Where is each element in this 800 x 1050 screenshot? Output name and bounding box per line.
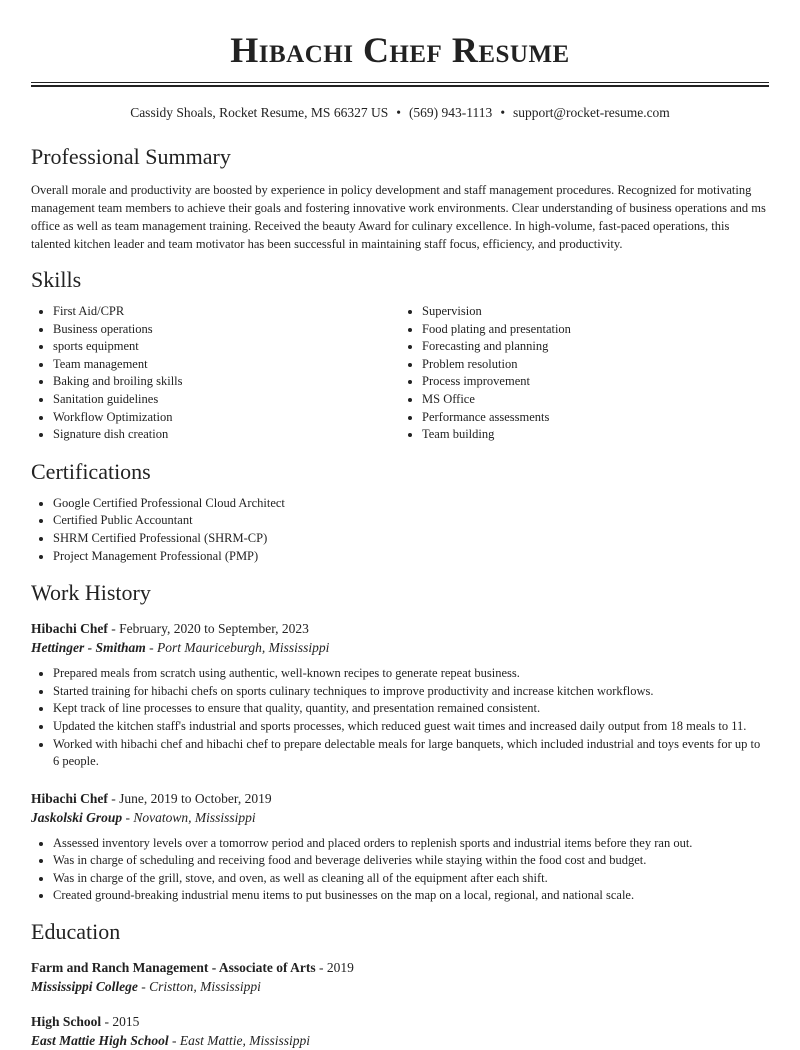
- job-bullets: [31, 665, 769, 771]
- job-bullet: • Assessed inventory levels over a tomorrow period and placed orders to replenish sports and industrial items before they ran out.: [53, 835, 769, 853]
- job-entry: [31, 789, 769, 905]
- certification-item: • Google Certified Professional Cloud Architect: [53, 495, 769, 513]
- job-title-line: [31, 789, 769, 808]
- job-title-line: [31, 619, 769, 638]
- degree-line: [31, 958, 769, 977]
- employer-location: - Novatown, Mississippi: [122, 809, 256, 825]
- skill-item: • Supervision: [422, 303, 769, 321]
- job-bullets: [31, 835, 769, 905]
- skill-item: • Problem resolution: [422, 356, 769, 374]
- degree-year: - 2019: [315, 960, 354, 976]
- contact-line: [31, 103, 769, 123]
- skills-list-left: [31, 303, 400, 444]
- job-title: Hibachi Chef: [31, 621, 108, 637]
- job-entry: [31, 619, 769, 771]
- certification-item: • Project Management Professional (PMP): [53, 548, 769, 566]
- resume-title: Hibachi Chef Resume: [230, 30, 570, 70]
- skills-heading: Skills: [31, 267, 82, 292]
- employer-line: [31, 638, 769, 657]
- school-location: - East Mattie, Mississippi: [168, 1033, 311, 1049]
- employer-line: [31, 808, 769, 827]
- job-bullet: • Was in charge of the grill, stove, and oven, as well as cleaning all of the equipment after each shift.: [53, 870, 769, 888]
- education-entry: [31, 1012, 769, 1050]
- skill-item: • Sanitation guidelines: [53, 391, 400, 409]
- job-bullet: • Worked with hibachi chef and hibachi chef to prepare delectable meals for large banquets, which included industrial and toys events for up to 6 people.: [53, 736, 769, 771]
- skill-item: • Business operations: [53, 321, 400, 339]
- certifications-heading: Certifications: [31, 458, 151, 484]
- education-heading: Education: [31, 919, 121, 945]
- employer-location: - Port Mauriceburgh, Mississippi: [145, 640, 330, 656]
- contact-email: support@rocket-resume.com: [513, 105, 670, 120]
- skill-item: • Baking and broiling skills: [53, 373, 400, 391]
- job-dates: - February, 2020 to September, 2023: [107, 621, 309, 637]
- summary-heading: Professional Summary: [31, 144, 231, 169]
- skill-item: • Signature dish creation: [53, 426, 400, 444]
- job-dates: - June, 2019 to October, 2019: [107, 790, 272, 806]
- summary-text: Overall morale and productivity are boosted by experience in policy development and staff management procedures. Recognized for motivating management team members to achieve their goals and fostering innovative work environments. Clear understanding of business operations and ms office as well as team management training. Received the beauty Award for culinary excellence. In high-volume, fast-paced operations, this talented kitchen leader and team motivator has been successful in maintaining staff focus, efficiency, and productivity.: [31, 183, 766, 251]
- skill-item: • Forecasting and planning: [422, 338, 769, 356]
- school-line: [31, 977, 769, 996]
- skill-item: • MS Office: [422, 391, 769, 409]
- degree-line: [31, 1012, 769, 1031]
- degree-name: Farm and Ranch Management - Associate of Arts: [31, 960, 316, 976]
- degree-year: - 2015: [101, 1014, 140, 1030]
- skills-list-right: [400, 303, 769, 444]
- contact-separator: •: [500, 105, 506, 120]
- employer-name: Jaskolski Group: [31, 809, 123, 825]
- skill-item: • Food plating and presentation: [422, 321, 769, 339]
- title-divider: [31, 82, 769, 87]
- resume-page: [31, 0, 769, 1050]
- job-bullet: • Updated the kitchen staff's industrial and sports processes, which reduced guest wait times and increased daily output from 18 meals to 11.: [53, 718, 769, 736]
- work-history-heading: Work History: [31, 580, 151, 606]
- education-entry: [31, 958, 769, 996]
- skill-item: • Team management: [53, 356, 400, 374]
- degree-name: High School: [31, 1014, 102, 1030]
- certification-item: • SHRM Certified Professional (SHRM-CP): [53, 530, 769, 548]
- skill-item: • sports equipment: [53, 338, 400, 356]
- school-name: Mississippi College: [31, 979, 138, 995]
- employer-name: Hettinger - Smitham: [31, 640, 146, 656]
- skills-columns: [31, 303, 769, 444]
- job-bullet: • Prepared meals from scratch using authentic, well-known recipes to generate repeat business.: [53, 665, 769, 683]
- job-bullet: • Was in charge of scheduling and receiving food and beverage deliveries while staying within the food cost and budget.: [53, 852, 769, 870]
- job-bullet: • Kept track of line processes to ensure that quality, quantity, and presentation remained consistent.: [53, 700, 769, 718]
- skill-item: • First Aid/CPR: [53, 303, 400, 321]
- contact-separator: •: [396, 105, 401, 120]
- contact-address: Cassidy Shoals, Rocket Resume, MS 66327 US: [130, 105, 389, 120]
- skill-item: • Performance assessments: [422, 409, 769, 427]
- job-title: Hibachi Chef: [31, 790, 108, 806]
- job-bullet: • Started training for hibachi chefs on sports culinary techniques to improve productivity and increase kitchen workflows.: [53, 683, 769, 701]
- school-line: [31, 1031, 769, 1050]
- contact-phone: (569) 943-1113: [408, 105, 493, 120]
- job-bullet: • Created ground-breaking industrial menu items to put businesses on the map on a local, regional, and national scale.: [53, 887, 769, 905]
- skill-item: • Team building: [422, 426, 769, 444]
- certifications-list: [31, 495, 769, 565]
- skill-item: • Process improvement: [422, 373, 769, 391]
- skill-item: • Workflow Optimization: [53, 409, 400, 427]
- certification-item: • Certified Public Accountant: [53, 512, 769, 530]
- school-location: - Cristton, Mississippi: [137, 979, 261, 995]
- school-name: East Mattie High School: [31, 1033, 169, 1049]
